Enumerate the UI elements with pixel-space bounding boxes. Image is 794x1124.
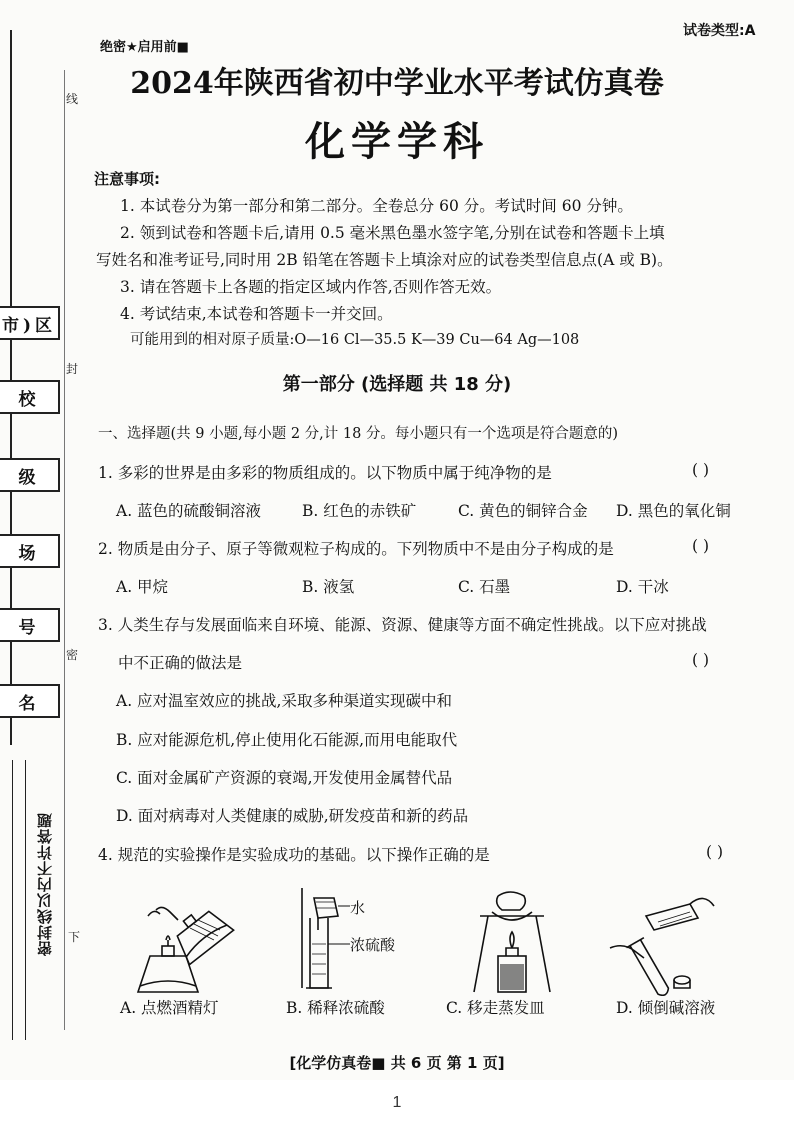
seal-mark-secret: 密 [66,648,79,662]
q1-option-d[interactable]: D. 黑色的氧化铜 [616,502,731,520]
field-district [0,306,60,340]
q1-answer-paren[interactable]: ( ) [692,461,710,479]
figure-c-evaporating-dish [462,888,562,996]
seal-mark-seal: 封 [66,362,79,376]
q4-answer-paren[interactable]: ( ) [706,843,724,861]
binding-line-inner [64,70,65,1030]
q3-stem-1: 3. 人类生存与发展面临来自环境、能源、资源、健康等方面不确定性挑战。以下应对挑战 [98,616,707,634]
q3-option-b[interactable]: B. 应对能源危机,停止使用化石能源,而用电能取代 [116,731,458,749]
paper-type: 试卷类型:A [683,23,756,39]
seal-mark-line: 线 [66,92,79,106]
binding-line-outer [12,760,13,1040]
note-line-2: 2. 领到试卷和答题卡后,请用 0.5 毫米黑色墨水签字笔,分别在试卷和答题卡上填 [120,224,665,242]
section-title: 第一部分 (选择题 共 18 分) [282,374,512,395]
page-number: 1 [392,1094,402,1111]
q2-stem: 2. 物质是由分子、原子等微观粒子构成的。下列物质中不是由分子构成的是 [98,540,614,558]
q2-answer-paren[interactable]: ( ) [692,537,710,555]
note-line-5: 4. 考试结束,本试卷和答题卡一并交回。 [120,305,393,323]
note-line-1: 1. 本试卷分为第一部分和第二部分。全卷总分 60 分。考试时间 60 分钟。 [120,197,633,215]
figure-d-pour-solution [606,888,726,996]
q1-option-b[interactable]: B. 红色的赤铁矿 [302,502,417,520]
field-school-label: 校 [18,389,40,410]
section-instruction: 一、选择题(共 9 小题,每小题 2 分,计 18 分。每小题只有一个选项是符合题意的) [98,426,619,442]
q4-option-b[interactable]: B. 稀释浓硫酸 [286,999,385,1017]
field-name [0,684,60,718]
seal-mark-below: 下 [68,930,81,944]
exam-title: 2024年陕西省初中学业水平考试仿真卷 [130,66,664,101]
fig-b-water-label: 水 [350,899,366,917]
fig-b-acid-label: 浓硫酸 [350,936,396,954]
seal-note: 密封线以内不许答题 [36,812,54,956]
field-seat-number-label: 号 [18,617,40,638]
note-line-3: 写姓名和准考证号,同时用 2B 铅笔在答题卡上填涂对应的试卷类型信息点(A 或 B)。 [96,251,673,269]
binding-line-middle [25,760,26,1040]
field-seat-number [0,608,60,642]
q3-option-c[interactable]: C. 面对金属矿产资源的衰竭,开发使用金属替代品 [116,769,453,787]
q2-option-a[interactable]: A. 甲烷 [116,578,169,596]
q2-option-d[interactable]: D. 干冰 [616,578,669,596]
note-line-4: 3. 请在答题卡上各题的指定区域内作答,否则作答无效。 [120,278,502,296]
q1-stem: 1. 多彩的世界是由多彩的物质组成的。以下物质中属于纯净物的是 [98,464,552,482]
field-exam-room [0,534,60,568]
q2-option-b[interactable]: B. 液氢 [302,578,355,596]
field-class-label: 级 [18,467,40,488]
q1-option-c[interactable]: C. 黄色的铜锌合金 [458,502,588,520]
figure-a-alcohol-lamp [126,900,236,996]
page-footer: [化学仿真卷■ 共 6 页 第 1 页] [289,1054,505,1072]
q3-stem-2: 中不正确的做法是 [118,654,243,672]
atomic-mass-line: 可能用到的相对原子质量:O—16 Cl—35.5 K—39 Cu—64 Ag—108 [130,332,580,348]
q3-answer-paren[interactable]: ( ) [692,651,710,669]
notes-heading: 注意事项: [94,170,160,188]
subject-title: 化学学科 [305,119,489,165]
q1-option-a[interactable]: A. 蓝色的硫酸铜溶液 [116,502,262,520]
field-class [0,458,60,492]
field-name-label: 名 [18,693,40,714]
q3-option-a[interactable]: A. 应对温室效应的挑战,采取多种渠道实现碳中和 [116,692,452,710]
q4-option-d[interactable]: D. 倾倒碱溶液 [616,999,716,1017]
q4-option-c[interactable]: C. 移走蒸发皿 [446,999,545,1017]
secret-label: 绝密★启用前■ [100,40,189,55]
q4-option-a[interactable]: A. 点燃酒精灯 [120,999,219,1017]
q2-option-c[interactable]: C. 石墨 [458,578,511,596]
q4-stem: 4. 规范的实验操作是实验成功的基础。以下操作正确的是 [98,846,490,864]
q3-option-d[interactable]: D. 面对病毒对人类健康的威胁,研发疫苗和新的药品 [116,807,469,825]
field-district-label: 市)区 [1,315,57,336]
field-exam-room-label: 场 [18,543,40,564]
